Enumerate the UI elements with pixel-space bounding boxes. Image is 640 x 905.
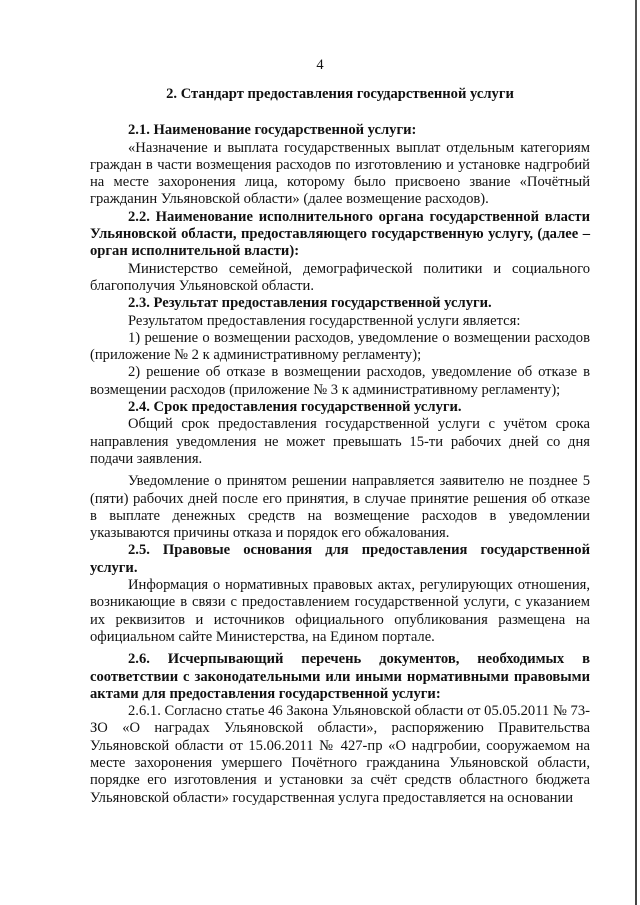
paragraph-2-3-intro: Результатом предоставления государственной услуги является: — [128, 312, 521, 329]
heading-2-3: 2.3. Результат предоставления государственной услуги. — [128, 295, 492, 312]
paragraph-2-4-term: Общий срок предоставления государственной услуги с учётом срока направления уведомления не может превышать 15-ти рабочих дней со дня подачи заявления. — [90, 416, 590, 467]
paragraph-2-4-notice: Уведомление о принятом решении направляется заявителю не позднее 5 (пяти) рабочих дней после его принятия, в случае принятие решения об отказе в выплате денежных средств на возмещение расходов в уведомлении указываются причины отказа и порядок его обжалования. — [90, 473, 590, 542]
paragraph-2-3-item-2: 2) решение об отказе в возмещении расходов, уведомление об отказе в возмещении расходов (приложение № 3 к административному регламенту); — [90, 364, 590, 398]
paragraph-2-1-text: «Назначение и выплата государственных выплат отдельным категориям граждан в части возмещения расходов по изготовлению и установке надгробий на месте захоронения лица, которому было присвоено звание «Почётный гражданин Ульяновской области» (далее возмещение расходов). — [90, 139, 590, 208]
section-title: 2. Стандарт предоставления государственной услуги — [166, 86, 514, 102]
paragraph-2-6-1: 2.6.1. Согласно статье 46 Закона Ульяновской области от 05.05.2011 № 73-ЗО «О наградах Ульяновской области», распоряжению Правительства Ульяновской области от 15.06.2011 № 427-пр «О надгробии, сооружаемом на месте захоронения умершего Почётного гражданина Ульяновской области, порядке его изготовления и установки за счёт средств областного бюджета Ульяновской области» государственная услуга предоставляется на основании — [90, 703, 590, 806]
heading-2-6: 2.6. Исчерпывающий перечень документов, необходимых в соответствии с законодательными или иными нормативными правовыми актами для предоставления государственной услуги: — [90, 651, 590, 702]
heading-2-2: 2.2. Наименование исполнительного органа государственной власти Ульяновской области, предоставляющего государственную услугу, (далее – орган исполнительной власти): — [90, 208, 590, 260]
heading-2-4: 2.4. Срок предоставления государственной услуги. — [128, 399, 462, 416]
paragraph-2-2-text: Министерство семейной, демографической политики и социального благополучия Ульяновской области. — [90, 260, 590, 294]
paragraph-2-3-item-1: 1) решение о возмещении расходов, уведомление о возмещении расходов (приложение № 2 к административному регламенту); — [90, 329, 590, 364]
heading-2-5: 2.5. Правовые основания для предоставления государственной услуги. — [90, 542, 590, 576]
paragraph-2-5-text: Информация о нормативных правовых актах, регулирующих отношения, возникающие в связи с предоставлением государственной услуги, с указанием их реквизитов и источников официального опубликования размещена на официальном сайте Министерства, на Едином портале. — [90, 577, 590, 645]
document-body — [90, 86, 590, 807]
heading-2-1: 2.1. Наименование государственной услуги: — [128, 122, 417, 139]
page-edge-shadow — [635, 0, 637, 905]
page-number: 4 — [316, 57, 324, 73]
